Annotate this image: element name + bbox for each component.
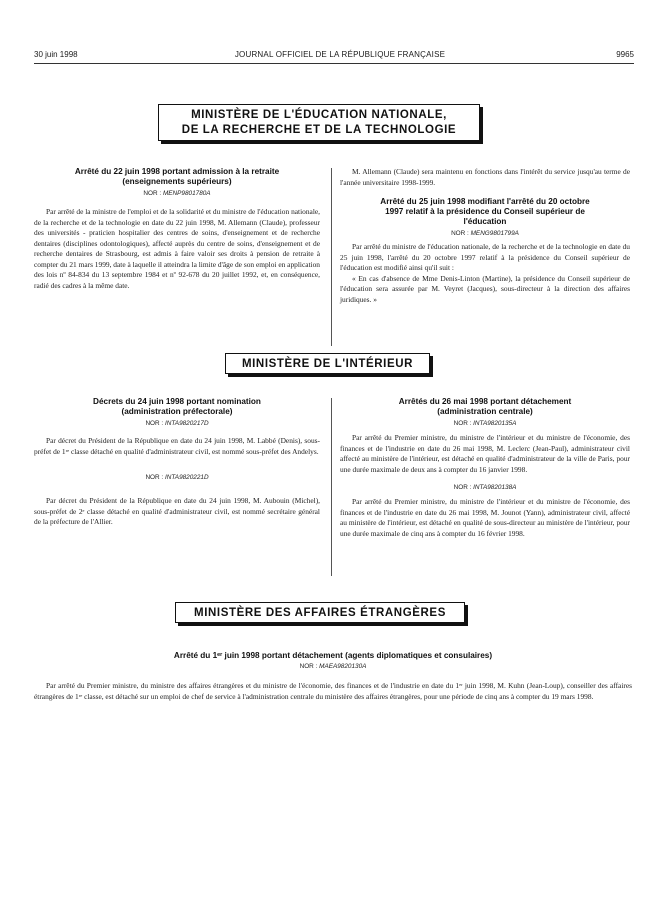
article-retraite xyxy=(34,167,320,291)
article-detachement-centrale-nor-2: NOR : INTA9820138A xyxy=(453,484,517,491)
right-column-1 xyxy=(340,167,630,305)
article-detachement-centrale-title-1: Arrêtés du 26 mai 1998 portant détachement xyxy=(398,397,572,406)
article-detachement-centrale-title-2: (administration centrale) xyxy=(437,407,533,416)
header-page-number: 9965 xyxy=(616,50,634,59)
column-divider xyxy=(331,168,332,346)
article-detachement-diplomatique-title: Arrêté du 1ᵉʳ juin 1998 portant détachement (agents diplomatiques et consulaires) xyxy=(173,651,493,660)
article-nomination-nor-1: NOR : INTA9820217D xyxy=(145,420,209,427)
article-nomination-nor-2: NOR : INTA9820221D xyxy=(145,474,209,481)
ministry-interior-line1: MINISTÈRE DE L'INTÉRIEUR xyxy=(241,358,414,370)
article-presidence-nor: NOR : MENG9801799A xyxy=(451,230,519,237)
ministry-education-line1: MINISTÈRE DE L'ÉDUCATION NATIONALE, xyxy=(191,109,447,121)
article-detachement-centrale-body-2: Par arrêté du Premier ministre, du ministre de l'intérieur et du ministre de l'économie, des finances et de l'industrie en date du 26 mai 1998, M. Jounot (Yann), administrateur civil, affecté au ministère de l'intérieur, est détaché en qualité de sous-directeur au ministère de l'intérieur, pour une durée maximale de cinq ans à compter du 16 février 1998. xyxy=(340,497,630,538)
article-nomination xyxy=(34,397,320,528)
header-journal: JOURNAL OFFICIEL DE LA RÉPUBLIQUE FRANÇAISE xyxy=(234,50,446,59)
article-detachement-diplomatique xyxy=(34,651,632,702)
column-divider xyxy=(331,398,332,576)
article-detachement-centrale-nor-1: NOR : INTA9820135A xyxy=(453,420,517,427)
article-presidence xyxy=(340,197,630,305)
ministry-interior-box xyxy=(225,353,430,374)
ministry-foreign-affairs-box xyxy=(175,602,465,623)
article-detachement-diplomatique-body: Par arrêté du Premier ministre, du ministre des affaires étrangères et du ministre de l'économie, des finances et de l'industrie en date du 1ᵉʳ juin 1998, M. Kuhn (Jean-Loup), conseiller des affaires étrangères de 1ʳᵉ classe, est détaché sur un emploi de chef de service à l'administration centrale du ministère des affaires étrangères, pour une période de cinq ans à compter du 19 mars 1998. xyxy=(34,681,632,701)
header-date: 30 juin 1998 xyxy=(34,50,78,59)
ministry-foreign-affairs-line1: MINISTÈRE DES AFFAIRES ÉTRANGÈRES xyxy=(194,607,446,619)
article-presidence-title-1: Arrêté du 25 juin 1998 modifiant l'arrêté du 20 octobre xyxy=(380,197,590,206)
article-retraite-nor: NOR : MENP9801780A xyxy=(143,190,211,197)
article-detachement-diplomatique-nor: NOR : MAEA9820130A xyxy=(299,663,367,670)
article-retraite-continuation: M. Allemann (Claude) sera maintenu en fonctions dans l'intérêt du service jusqu'au terme de l'année universitaire 1998-1999. xyxy=(340,167,630,187)
article-retraite-title-1: Arrêté du 22 juin 1998 portant admission à la retraite xyxy=(74,167,280,176)
article-nomination-body-1: Par décret du Président de la République en date du 24 juin 1998, M. Labbé (Denis), sous-préfet de 1ʳᵉ classe détaché en qualité d'administrateur civil, est nommé sous-préfet des Andelys. xyxy=(34,436,320,456)
article-retraite-body: Par arrêté de la ministre de l'emploi et de la solidarité et du ministre de l'éducation nationale, de la recherche et de la technologie en date du 22 juin 1998, M. Allemann (Claude), professeur des universités - praticien hospitalier des centres de soins, d'enseignement et de recherche dentaires (disciplines odontologiques), affecté auprès du centre de soins, d'enseignement et de recherche dentaires de Strasbourg, est admis à faire valoir ses droits à pension de retraite à compter du 21 mars 1999, date à laquelle il atteindra la limite d'âge de son emploi en application des lois nº 84-834 du 13 septembre 1984 et nº 92-678 du 20 juillet 1992, et, en conséquence, radié des cadres à la même date. xyxy=(34,207,320,290)
article-nomination-title-1: Décrets du 24 juin 1998 portant nomination xyxy=(93,397,261,406)
article-nomination-title-2: (administration préfectorale) xyxy=(121,407,233,416)
article-presidence-title-3: l'éducation xyxy=(463,217,507,226)
ministry-education-box xyxy=(158,104,480,141)
article-retraite-title-2: (enseignements supérieurs) xyxy=(122,177,232,186)
article-presidence-title-2: 1997 relatif à la présidence du Conseil supérieur de xyxy=(385,207,585,216)
article-presidence-body: Par arrêté du ministre de l'éducation nationale, de la recherche et de la technologie en date du 25 juin 1998, l'arrêté du 20 octobre 1997 relatif à la présidence du Conseil supérieur de l'éducation est modifié ainsi qu'il suit : « En cas d'absence de Mme Denis-Linton (Martine), la présidence du Conseil supérieur de l'éducation sera assurée par M. Veyret (Jacques), sous-directeur à la direction des affaires juridiques. » xyxy=(340,242,630,304)
header-rule xyxy=(34,63,634,64)
ministry-education-line2: DE LA RECHERCHE ET DE LA TECHNOLOGIE xyxy=(181,124,457,136)
article-nomination-body-2: Par décret du Président de la République en date du 24 juin 1998, M. Aubouin (Michel), sous-préfet de 2ᵉ classe détaché en qualité d'administrateur civil, est nommé secrétaire général de la préfecture de l'Allier. xyxy=(34,496,320,526)
article-detachement-centrale xyxy=(340,397,630,539)
article-detachement-centrale-body-1: Par arrêté du Premier ministre, du ministre de l'intérieur et du ministre de l'économie, des finances et de l'industrie en date du 26 mai 1998, M. Leclerc (Jean-Paul), administrateur civil affecté au ministère de l'intérieur, est détaché en qualité d'administrateur de la ville de Paris, pour une durée maximale de deux ans à compter du 16 janvier 1998. xyxy=(340,433,630,474)
